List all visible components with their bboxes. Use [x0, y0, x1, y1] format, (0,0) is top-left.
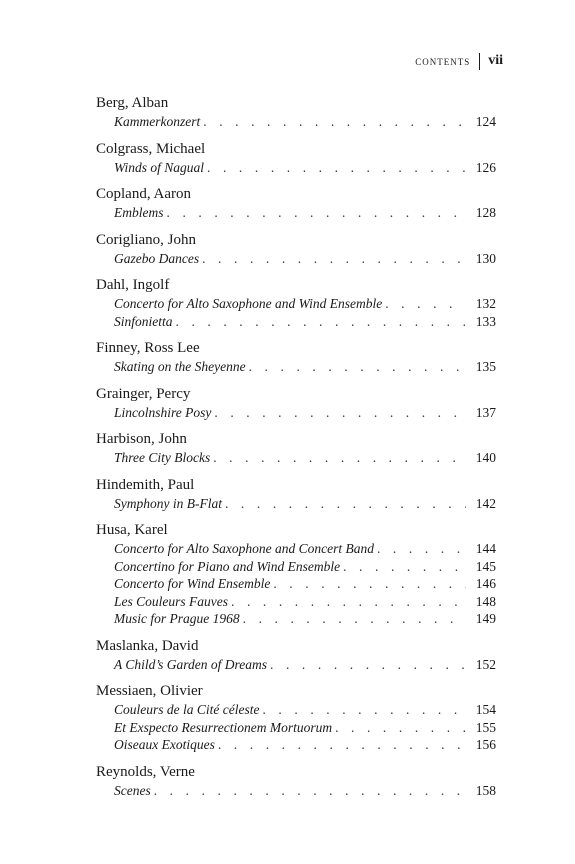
work-row [96, 313, 496, 331]
toc-entry [96, 475, 496, 513]
dot-leader [218, 736, 466, 754]
work-page-number: 130 [475, 250, 496, 266]
work-page-number: 158 [475, 782, 496, 798]
work-row [96, 250, 496, 268]
composer-name: Grainger, Percy [96, 385, 191, 402]
work-page-number: 124 [475, 114, 496, 129]
composer-name: Reynolds, Verne [96, 763, 195, 780]
work-title: A Child’s Garden of Dreams [114, 656, 268, 672]
work-title: Concerto for Alto Saxophone and Concert Band [114, 541, 374, 556]
work-title: Et Exspecto Resurrectionem Mortuorum [114, 719, 333, 735]
composer-name: Dahl, Ingolf [96, 277, 170, 293]
work-row [96, 159, 496, 177]
work-row [96, 449, 496, 467]
toc-entry [96, 762, 496, 800]
dot-leader [213, 449, 466, 467]
running-head-section: contents [415, 53, 471, 68]
work-row [96, 656, 496, 674]
work-page-number: 135 [475, 359, 496, 374]
composer-name: Hindemith, Paul [96, 476, 195, 493]
work-title: Emblems [114, 205, 164, 220]
work-row [96, 610, 496, 628]
work-page-number: 144 [475, 541, 496, 556]
dot-leader [176, 313, 467, 331]
work-title: Kammerkonzert [114, 114, 201, 129]
dot-leader [214, 404, 466, 422]
toc-entry [96, 184, 496, 222]
toc-entry [96, 681, 496, 754]
composer-name: Copland, Aaron [96, 186, 191, 202]
work-row [96, 295, 496, 313]
work-title: Music for Prague 1968 [114, 611, 240, 626]
work-page-number: 126 [475, 159, 496, 175]
work-row [96, 204, 496, 222]
toc-entry [96, 230, 496, 268]
work-title: Three City Blocks [114, 450, 211, 465]
toc-entry [96, 636, 496, 674]
dot-leader [207, 159, 466, 177]
toc-entry [96, 520, 496, 628]
dot-leader [231, 593, 466, 611]
composer-name: Maslanka, David [96, 637, 199, 654]
dot-leader [203, 113, 466, 131]
running-head-separator [479, 53, 480, 70]
dot-leader [335, 719, 466, 737]
dot-leader [167, 204, 467, 222]
toc-entry [96, 275, 496, 330]
work-title: Couleurs de la Cité céleste [114, 702, 260, 717]
work-row [96, 736, 496, 754]
work-title: Gazebo Dances [114, 250, 200, 266]
dot-leader [225, 495, 466, 513]
work-page-number: 132 [475, 296, 496, 311]
work-row [96, 593, 496, 611]
work-title: Sinfonietta [114, 313, 173, 329]
composer-name: Messiaen, Olivier [96, 683, 203, 699]
composer-name: Finney, Ross Lee [96, 340, 200, 356]
work-row [96, 404, 496, 422]
dot-leader [249, 358, 466, 376]
dot-leader [262, 701, 466, 719]
work-page-number: 156 [475, 737, 496, 752]
work-title: Concertino for Piano and Wind Ensemble [114, 558, 341, 574]
toc-entry [96, 338, 496, 376]
work-page-number: 148 [475, 593, 496, 609]
toc-entry [96, 429, 496, 467]
work-page-number: 152 [475, 656, 496, 672]
work-title: Les Couleurs Fauves [114, 593, 228, 609]
work-page-number: 142 [475, 495, 496, 511]
composer-name: Harbison, John [96, 431, 187, 447]
work-row [96, 558, 496, 576]
dot-leader [202, 250, 466, 268]
toc-entry [96, 93, 496, 131]
work-page-number: 128 [475, 205, 496, 220]
dot-leader [273, 575, 466, 593]
work-title: Concerto for Alto Saxophone and Wind Ensemble [114, 296, 383, 311]
work-row [96, 782, 496, 800]
composer-name: Corigliano, John [96, 231, 196, 248]
work-title: Concerto for Wind Ensemble [114, 576, 271, 591]
work-title: Winds of Nagual [114, 159, 205, 175]
work-row [96, 575, 496, 593]
work-page-number: 146 [475, 576, 496, 591]
work-row [96, 113, 496, 131]
toc-entry [96, 384, 496, 422]
work-row [96, 495, 496, 513]
work-page-number: 149 [475, 611, 496, 626]
dot-leader [343, 558, 466, 576]
work-row [96, 540, 496, 558]
composer-name: Husa, Karel [96, 522, 168, 538]
work-title: Lincolnshire Posy [114, 404, 212, 420]
dot-leader [154, 782, 466, 800]
work-page-number: 155 [475, 719, 496, 735]
work-page-number: 140 [475, 450, 496, 465]
dot-leader [270, 656, 466, 674]
work-title: Skating on the Sheyenne [114, 359, 246, 374]
table-of-contents [96, 93, 496, 807]
work-title: Oiseaux Exotiques [114, 737, 215, 752]
work-row [96, 701, 496, 719]
toc-entry [96, 139, 496, 177]
composer-name: Berg, Alban [96, 95, 169, 111]
work-page-number: 154 [475, 702, 496, 717]
work-page-number: 133 [475, 313, 496, 329]
work-row [96, 719, 496, 737]
work-title: Scenes [114, 782, 151, 798]
work-title: Symphony in B-Flat [114, 495, 222, 511]
work-page-number: 145 [475, 558, 496, 574]
dot-leader [243, 610, 466, 628]
work-row [96, 358, 496, 376]
work-page-number: 137 [475, 404, 496, 420]
composer-name: Colgrass, Michael [96, 140, 206, 157]
page-number: vii [488, 53, 503, 68]
dot-leader [377, 540, 466, 558]
running-head [415, 52, 503, 70]
dot-leader [385, 295, 466, 313]
